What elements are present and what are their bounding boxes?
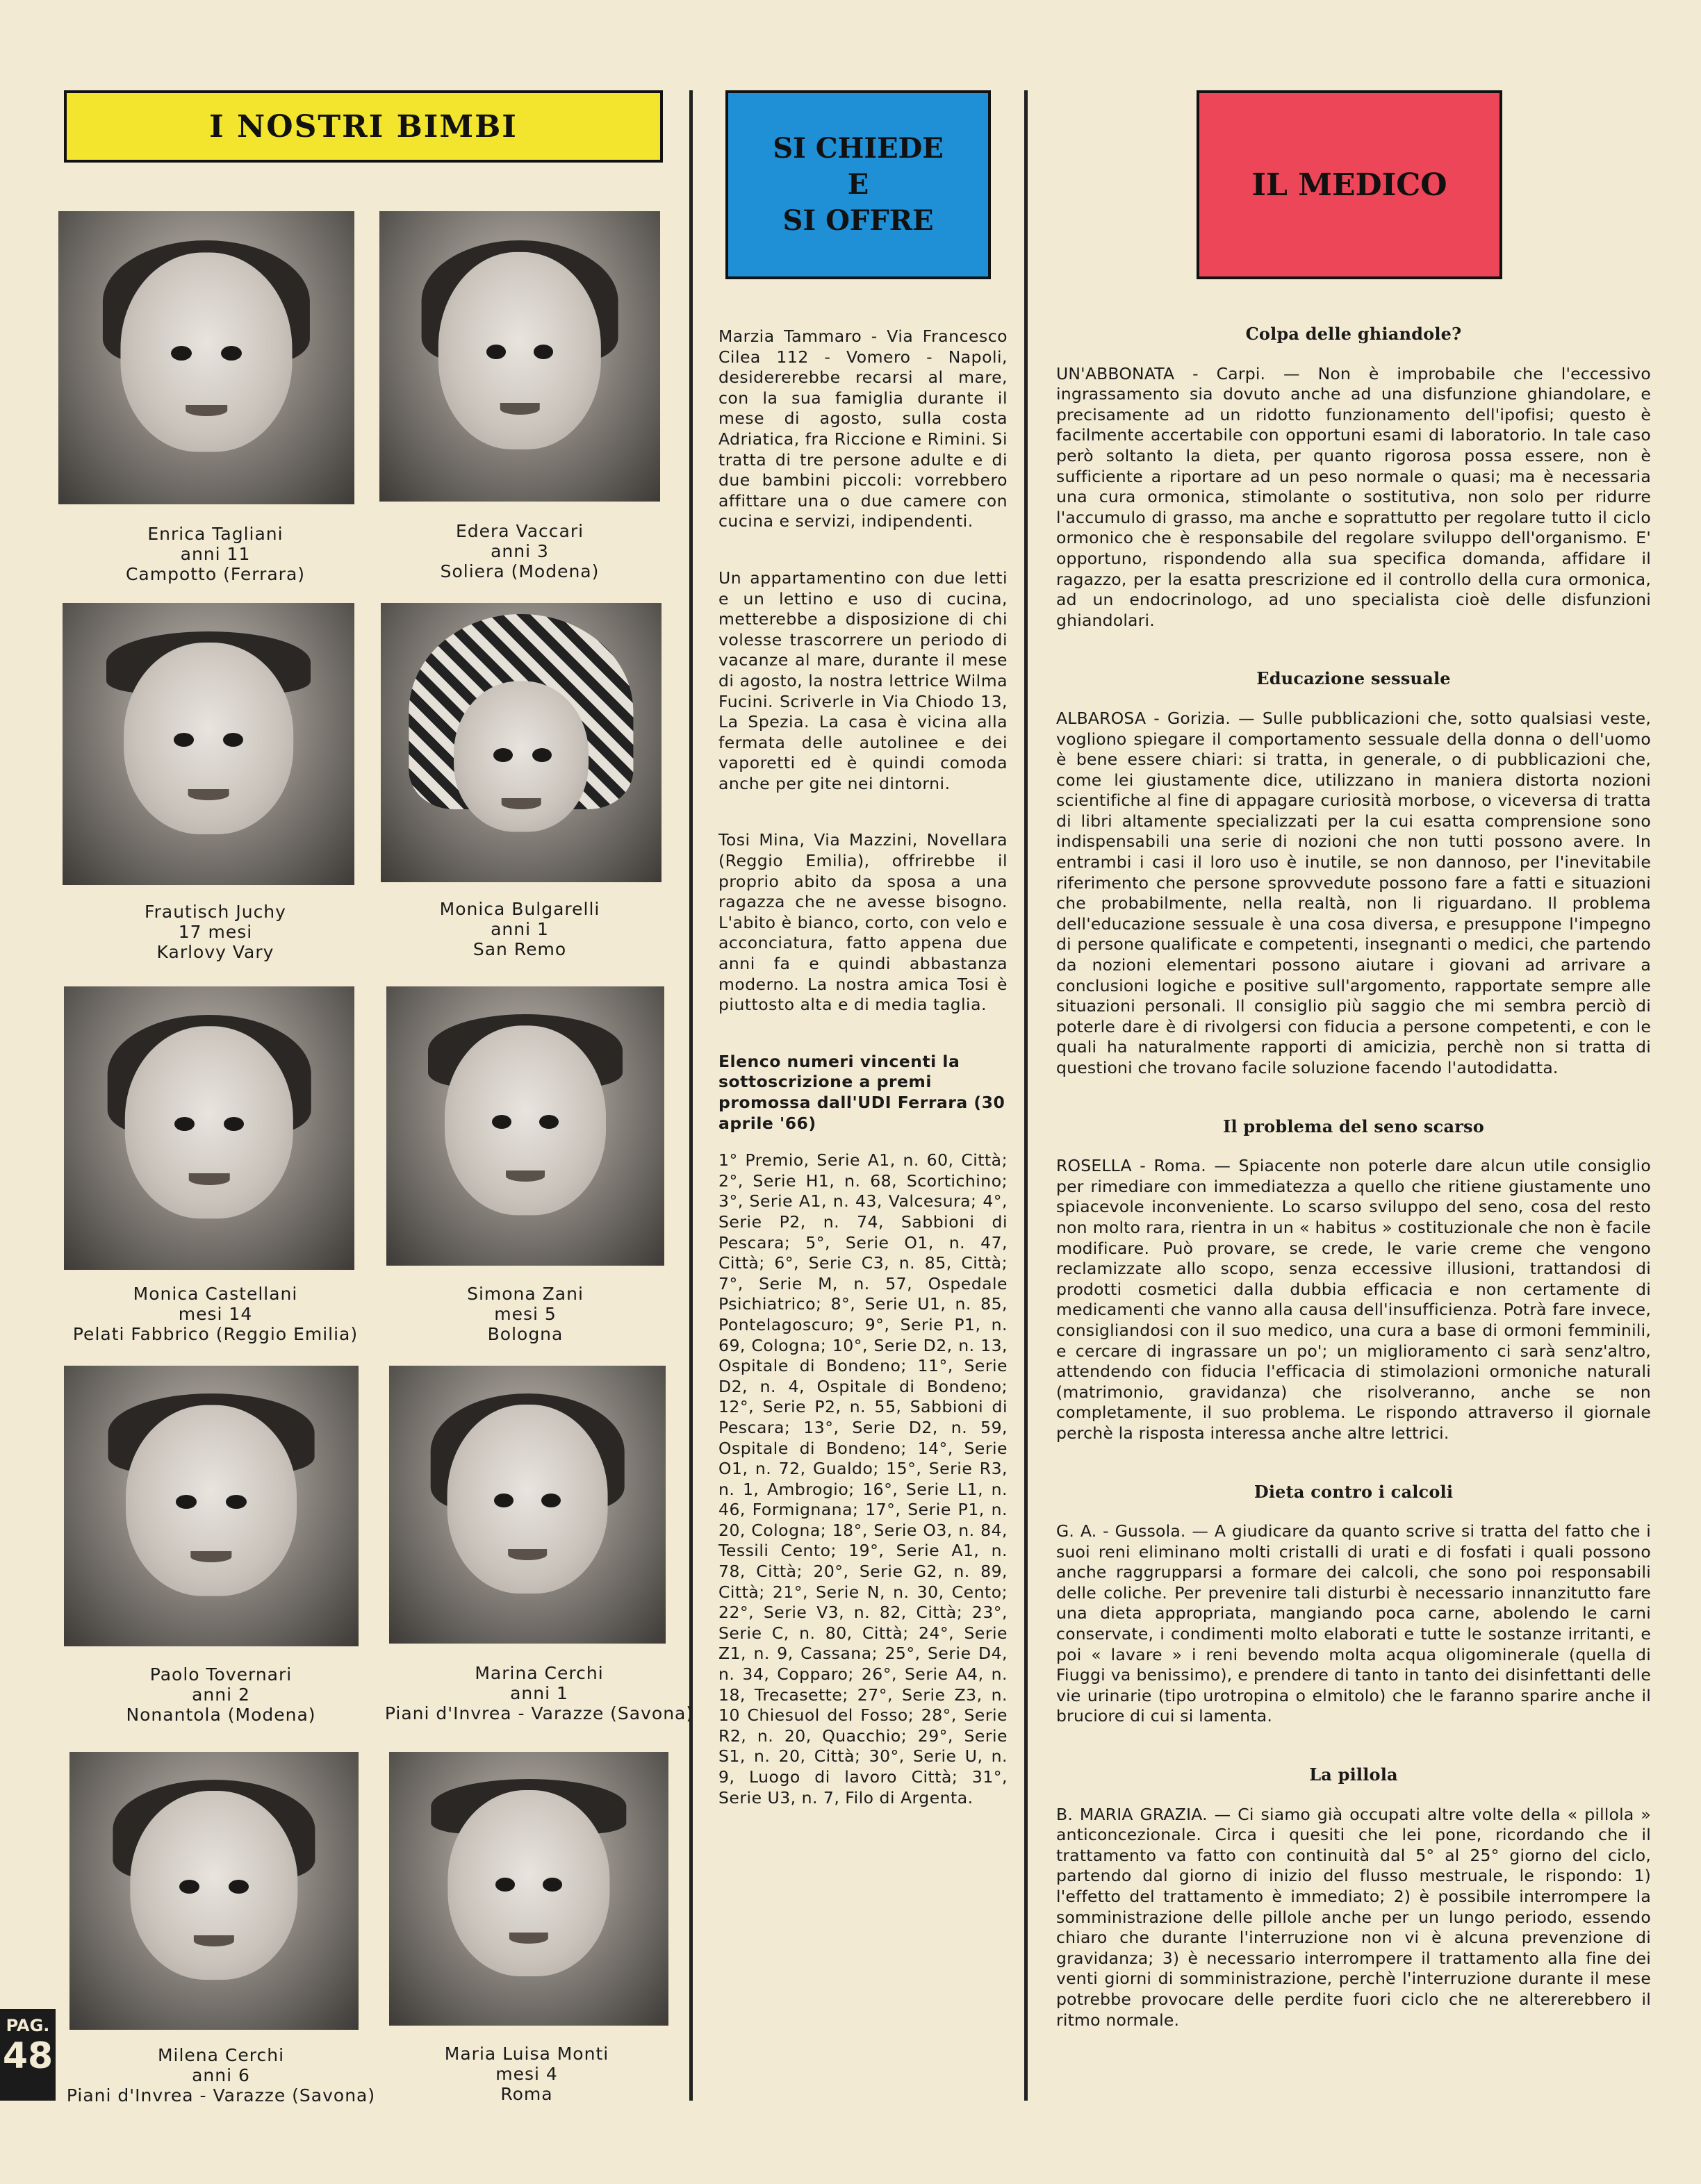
section-header-medico (1197, 90, 1502, 279)
medico-question-title: Il problema del seno scarso (1223, 1116, 1484, 1136)
section-header-bimbi (64, 90, 663, 163)
baby-name: Enrica Tagliani (147, 524, 284, 544)
baby-caption (332, 521, 707, 581)
baby-name: Maria Luisa Monti (444, 2044, 609, 2064)
baby-photo (64, 1366, 359, 1646)
baby-name: Simona Zani (467, 1284, 584, 1304)
header-chiede-line-3: SI OFFRE (782, 204, 934, 237)
annunci-column (718, 326, 1008, 1808)
baby-age: anni 1 (491, 919, 549, 939)
medico-answer-text: UN'ABBONATA - Carpi. — Non è improbabile che l'eccessivo ingrassamento sia dovuto anche ad una disfunzione ghiandolare, e precisamente ad un ridotto funzionamento dell'ipofisi; questo è facilmente accertabile con opportuni esami di laboratorio. In tale caso però soltanto la dieta, per quanto rigorosa possa essere, non è sufficiente a riportare ad un peso normale o quasi; ma è necessaria una cura ormonica, stimolante o sostitutiva, non solo per ridurre l'accumulo di grasso, ma anche e soprattutto per regolare tutto il ciclo ormonico che è responsabile del regolare sviluppo dell'organismo. E' opportuno, rispondendo alla sua specifica domanda, affidare il ragazzo, per la esatta prescrizione ed il controllo della cura ormonica, ad un endocrinologo, ad uno specialista cioè delle disfunzioni ghiandolari. (1056, 363, 1651, 630)
annuncio-text: Un appartamentino con due letti e un lettino e uso di cucina, metterebbe a disposizione di chi volesse trascorrere un periodo di vacanze al mare, durante il mese di agosto, la nostra lettrice Wilma Fucini. Scriverle in Via Chiodo 13, La Spezia. La casa è vicina alla fermata delle autolinee e dei vaporetti ed è quindi comoda anche per gite nei dintorni. (718, 568, 1008, 793)
header-medico-title: IL MEDICO (1251, 167, 1447, 203)
medico-question-title: Educazione sessuale (1256, 668, 1451, 689)
baby-place: Piani d'Invrea - Varazze (Savona) (66, 2085, 376, 2106)
baby-photo (386, 986, 664, 1266)
baby-photo (381, 603, 662, 882)
baby-age: anni 2 (192, 1685, 250, 1705)
baby-age: anni 6 (192, 2065, 250, 2085)
section-header-chiede (725, 90, 991, 279)
baby-photo (58, 211, 354, 504)
baby-caption (332, 899, 707, 959)
medico-question-title: Dieta contro i calcoli (1254, 1481, 1454, 1502)
column-divider-2 (1024, 90, 1028, 2101)
baby-age: 17 mesi (178, 922, 253, 942)
baby-photo (69, 1752, 359, 2030)
baby-photo (389, 1752, 668, 2026)
baby-place: San Remo (472, 939, 567, 959)
header-bimbi-title: I NOSTRI BIMBI (209, 108, 518, 144)
baby-age: mesi 5 (494, 1304, 557, 1324)
baby-name: Monica Castellani (133, 1284, 298, 1304)
column-divider-1 (689, 90, 693, 2101)
annuncio-text: Marzia Tammaro - Via Francesco Cilea 112 - Vomero - Napoli, desidererebbe recarsi al mare, con la sua famiglia durante il mese di agosto, sulla costa Adriatica, fra Riccione e Rimini. Si tratta di tre persone adulte e di due bambini piccoli: vorrebbero affittare una o due camere con cucina e servizi, indipendenti. (718, 326, 1008, 531)
baby-age: anni 11 (180, 544, 251, 564)
medico-answer-text: G. A. - Gussola. — A giudicare da quanto scrive si tratta del fatto che i suoi reni eliminano molti cristalli di urati e di fosfati i quali possono anche raggrupparsi a formare dei calcoli, che sono poi responsabili delle coliche. Per prevenire tali disturbi è necessario innanzitutto fare una dieta appropriata, mangiando poca carne, abolendo le carni conservate, i condimenti molto elaborati e tutte le sostanze irritanti, e poi « lavare » i reni bevendo molta acqua oligominerale (quella di Fiuggi va benissimo), e prendere di tanto in tanto dei disinfettanti delle vie urinarie (tipo urotropina o elmitolo) che le faranno sparire anche il bruciore di cui si lamenta. (1056, 1521, 1651, 1726)
baby-age: mesi 4 (495, 2064, 558, 2084)
medico-answer-text: ROSELLA - Roma. — Spiacente non poterle dare alcun utile consiglio per rimediare con immediatezza a quello che ritiene giustamente uno spiacevole inconveniente. Lo scarso sviluppo del seno, cosa del resto non molto rara, rientra in un « habitus » costituzionale che non è facile modificare. Può provare, se crede, le varie creme che vengono reclamizzate allo scopo, senza eccessive illusioni, trattandosi di prodotti cosmetici dalla dubbia efficacia e non certamente di medicamenti che vanno alla causa dell'insufficienza. Potrà fare invece, consigliandosi con il suo medico, una cura a base di ormoni femminili, e cercare di ingrassare un po'; un miglioramento ci sarà senz'altro, attendendo con fiducia l'efficacia di stimolazioni ormoniche naturali (matrimonio, gravidanza) che risolveranno, anche se non completamente, il suo problema. Le rispondo attraverso il giornale perchè la risposta interessa anche altre lettrici. (1056, 1156, 1651, 1443)
medico-question-title: La pillola (1309, 1764, 1398, 1785)
baby-name: Edera Vaccari (455, 521, 584, 541)
baby-place: Bologna (487, 1324, 564, 1344)
baby-place: Pelati Fabbrico (Reggio Emilia) (72, 1324, 359, 1344)
baby-place: Piani d'Invrea - Varazze (Savona) (384, 1703, 694, 1723)
medico-answer-text: B. MARIA GRAZIA. — Ci siamo già occupati altre volte della « pillola » anticoncezionale. Circa i quesiti che lei pone, ricordando che il trattamento va fatto con continuità dal 5° al 25° giorno del ciclo, partendo dal giorno di inizio del flusso mestruale, le rispondo: 1) l'effetto del trattamento è immediato; 2) è possibile interrompere la somministrazione delle pillole anche per un lungo periodo, essendo chiaro che durante l'interruzione non vi è alcuna prevenzione di gravidanza; 3) è necessario interrompere il trattamento alla fine dei venti giorni di somministrazione, perchè l'interruzione durante il mese potrebbe provocare delle perdite fuori ciclo che ne altererebbero il ritmo normale. (1056, 1804, 1651, 2030)
estrazione-heading: Elenco numeri vincenti la sottoscrizione a premi promossa dall'UDI Ferrara (30 aprile '66) (718, 1051, 1005, 1133)
baby-name: Milena Cerchi (157, 2045, 285, 2065)
baby-place: Campotto (Ferrara) (125, 564, 306, 584)
baby-photo (379, 211, 660, 502)
baby-place: Nonantola (Modena) (126, 1705, 316, 1725)
baby-age: anni 1 (510, 1683, 568, 1703)
medico-answer-text: ALBAROSA - Gorizia. — Sulle pubblicazioni che, sotto qualsiasi veste, vogliono spiegare il comportamento sessuale della donna o dell'uomo è bene essere chiari: si tratta, in generale, o di pubblicazioni che, come lei giustamente dice, utilizzano in maniera distorta nozioni scientifiche al fine di appagare curiosità morbose, o viceversa di tratta di libri altamente specializzati per la cui esatta comprensione sono indispensabili una serie di nozioni che non tutti possono avere. In entrambi i casi il loro uso è inutile, se non dannoso, per l'inevitabile riferimento che persone sprovvedute possono fare a fatti e situazioni che probabilmente, nella realtà, non li riguardano. Il problema dell'educazione sessuale è una cosa diversa, e presuppone l'impegno di persone qualificate e competenti, insegnanti o medici, che partendo da nozioni elementari possono aiutare i giovani ad arrivare a conclusioni logiche e positive sull'argomento, rapportate sempre alle situazioni personali. Il consiglio più saggio che mi sembra perciò di poterle dare è di rivolgersi con fiducia a persone competenti, e con le quali ha naturalmente rapporti di amicizia, perchè non si tratta di questioni che trovano facile soluzione facendo l'autodidatta. (1056, 708, 1651, 1077)
baby-name: Monica Bulgarelli (439, 899, 600, 919)
baby-photo (64, 986, 354, 1270)
header-chiede-line-1: SI CHIEDE (773, 132, 944, 165)
page-number: 48 (2, 2035, 54, 2077)
annuncio-text: Tosi Mina, Via Mazzini, Novellara (Reggio Emilia), offrirebbe il proprio abito da sposa a una ragazza che ne avesse bisogno. L'abito è bianco, corto, con velo e acconciatura, fatto appena due anni fa e quindi abbastanza moderno. La nostra amica Tosi è piuttosto alta e di media taglia. (718, 830, 1008, 1015)
baby-name: Marina Cerchi (475, 1663, 604, 1683)
page-number-tab (0, 2009, 56, 2101)
medico-column (1056, 324, 1651, 2068)
baby-name: Frautisch Juchy (145, 902, 286, 922)
baby-age: anni 3 (491, 541, 549, 561)
header-chiede-line-2: E (847, 168, 869, 201)
baby-photo (63, 603, 354, 885)
baby-place: Soliera (Modena) (440, 561, 600, 581)
baby-age: mesi 14 (178, 1304, 253, 1324)
baby-caption (339, 2044, 714, 2104)
baby-caption (352, 1663, 727, 1723)
baby-caption (338, 1284, 713, 1344)
baby-place: Roma (500, 2084, 553, 2104)
baby-photo (389, 1366, 666, 1644)
estrazione-text: 1° Premio, Serie A1, n. 60, Città; 2°, Serie H1, n. 68, Scortichino; 3°, Serie A1, n. 43, Valcesura; 4°, Serie P2, n. 74, Sabbioni di Pescara; 5°, Serie O1, n. 47, Città; 6°, Serie C3, n. 85, Città; 7°, Serie M, n. 57, Ospedale Psichiatrico; 8°, Serie U1, n. 85, Pontelagoscuro; 9°, Serie P1, n. 69, Cologna; 10°, Serie D2, n. 13, Ospitale di Bondeno; 11°, Serie D2, n. 4, Ospitale di Bondeno; 12°, Serie P2, n. 55, Sabbioni di Pescara; 13°, Serie D2, n. 59, Ospitale di Bondeno; 14°, Serie O1, n. 72, Gualdo; 15°, Serie R3, n. 1, Ambrogio; 16°, Serie L1, n. 46, Formignana; 17°, Serie P1, n. 20, Cologna; 18°, Serie O3, n. 84, Tessili Cento; 19°, Serie A1, n. 78, Città; 20°, Serie G2, n. 89, Città; 21°, Serie N, n. 30, Cento; 22°, Serie V3, n. 82, Città; 23°, Serie C, n. 80, Città; 24°, Serie Z1, n. 9, Cassana; 25°, Serie D4, n. 34, Copparo; 26°, Serie A4, n. 18, Trecasette; 27°, Serie Z3, n. 10 Chiesuol del Fosso; 28°, Serie R2, n. 20, Quacchio; 29°, Serie S1, n. 20, Città; 30°, Serie U, n. 9, Luogo di lavoro Città; 31°, Serie U3, n. 7, Filo di Argenta. (718, 1150, 1008, 1807)
baby-place: Karlovy Vary (156, 942, 274, 962)
page-label: PAG. (6, 2016, 50, 2035)
baby-name: Paolo Tovernari (149, 1664, 293, 1685)
medico-question-title: Colpa delle ghiandole? (1245, 324, 1462, 344)
